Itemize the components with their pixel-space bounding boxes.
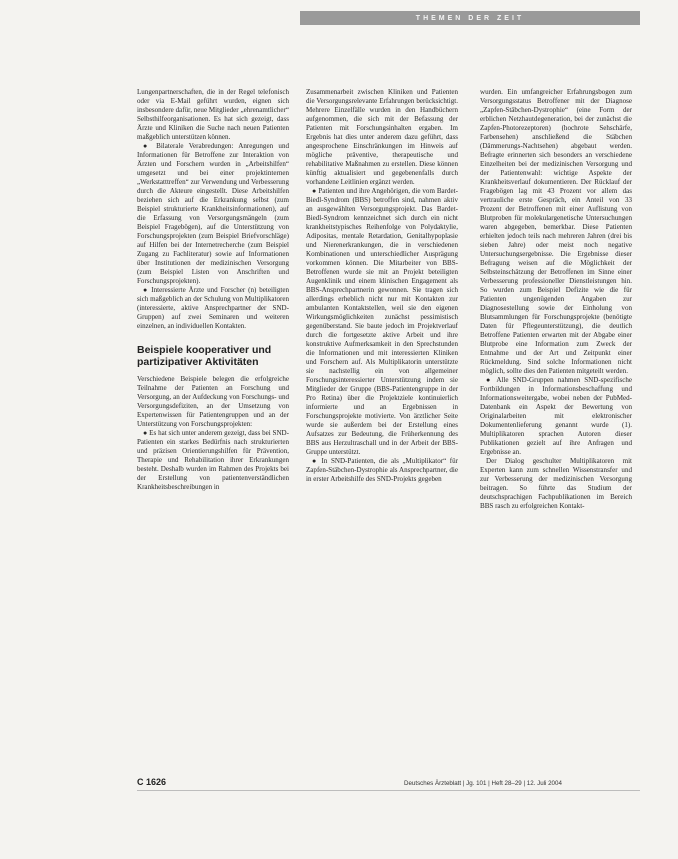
section-subheading: Beispiele kooperativer und partizipativer Aktivitäten [137,344,272,368]
journal-citation: Deutsches Ärzteblatt | Jg. 101 | Heft 28–29 | 12. Juli 2004 [404,780,562,787]
paragraph: wurden. Ein umfangreicher Erfahrungsbogen zum Versorgungsstatus Betroffener mit der Diagnose „Zapfen-Stäbchen-Dystrophie“ (eine Form der erblichen Netzhautdegeneration, bei der zunächst die Zapfen-Photorezeptoren) (hochrote Sehschärfe, Farbensehen) anschließend die Stäbchen (Dämmerungs-Nachtsehen) abgebaut werden. Befragte erinnerten sich besonders an verschiedene Einzelheiten bei der medizinischen Versorgung und der Patientenwahl: wichtige Aspekte der Krankheitsverlauf dokumentieren. Der Rücklauf der Fragebögen lag mit 43 Prozent vor allem das vertrauliche erste Gespräch, ein Anteil von 33 Prozent der Betroffenen mit einer Auflistung von Blutproben für molekulargenetische Untersuchungen waren abgegeben, bemerkbar. Diese Patienten erhielten jedoch teils nach mehreren Jahren (drei bis sieben Jahre) oder meist noch negative Untersuchungsergebnisse. Die Ergebnisse dieser Befragung weisen auf die Möglichkeit der Selbsteinschätzung der Betroffenen im Sinne einer Verbesserung professioneller Dienstleistungen hin. So wurden zum Beispiel Defizite wie die für Patienten ungenügenden Angaben zur Diagnosestellung sowie der Einholung von Blutsammlungen für Forschungsprojekte (benötigte Daten für Pflegeunterstützung), die deutlich Betroffene Patienten erwarten mit der Abgabe einer Blutprobe eine Information zum Zweck der Entnahme und der Art und Zeitpunkt einer Rückmeldung. Sind solche Informationen nicht möglich, sollte dies den Patienten mitgeteilt werden. [480,88,632,375]
paragraph: Lungenpartnerschaften, die in der Regel telefonisch oder via E-Mail geführt wurden, eignen sich insbesondere dafür, neue Mitglieder „ehrenamtlicher“ Selbsthilfeorganisationen. Es hat sich gezeigt, dass Ärzte und Kliniken die Suche nach neuen Patienten maßgeblich unterstützen können. [137,88,289,141]
bullet-paragraph: ● In SND-Patienten, die als „Multiplikator“ für Zapfen-Stäbchen-Dystrophie als Ansprechpartner, die in erster Arbeitshilfe des SND-Projekts gegeben [306,457,458,483]
text-column-right [480,88,632,788]
footer-divider [137,790,640,791]
text-column-middle [306,88,458,776]
text-column-left [137,88,289,776]
paragraph: Verschiedene Beispiele belegen die erfolgreiche Teilnahme der Patienten an Forschung und Versorgung, an der Aufdeckung von Forschungs- und Versorgungsdefiziten, an der Umsetzung von Expertenwissen für Patientengruppen und an der Unterstützung von Forschungsprojekten: [137,375,289,428]
section-header-bar [300,11,640,25]
paragraph: Zusammenarbeit zwischen Kliniken und Patienten die Versorgungsrelevante Erfahrungen berücksichtigt. Mehrere Einzelfälle wurden in den Handbüchern aufgenommen, die sich mit der Befassung der Patienten mit Forschungsinhalten ergaben. Im Ergebnis hat dies unter anderem dazu geführt, dass angesprochene Einschränkungen im Hinweis auf mögliche präventive, therapeutische und rehabilitative Maßnahmen zu erstellen. Diese können künftig aktualisiert und gegebenenfalls durch vorhandene Leitlinien ergänzt werden. [306,88,458,186]
paragraph: Der Dialog geschulter Multiplikatoren mit Experten kann zum schnellen Wissenstransfer und zur Verbesserung der medizinischen Versorgung beitragen. So führte das Studium der deutschsprachigen Fachpublikationen im Bereich BBS rasch zu erfolgreichen Kontakt- [480,457,632,510]
bullet-paragraph: ● Es hat sich unter anderem gezeigt, dass bei SND-Patienten ein starkes Bedürfnis nach strukturierten und präzisen Orientierungshilfen für Prävention, Therapie und Rehabilitation ihrer Erkrankungen besteht. Deshalb wurden im Rahmen des Projekts bei der Erstellung von patientenverständlichen Krankheitsbeschreibungen in [137,429,289,491]
bullet-paragraph: ● Bilaterale Verabredungen: Anregungen und Informationen für Betroffene zur Interaktion von Ärzten und Forschern wurden in „Arbeitshilfen“ umgesetzt und bei einer projektinternen „Werkstatttreffen“ zur Verwendung und Verbesserung durch die Akteure eingestellt. Diese Arbeitshilfen beziehen sich auf die Erkrankung selbst (zum Beispiel strukturierte Krankheitsinformationen), auf die Erfassung von Versorgungsmängeln (zum Beispiel Fragebögen), auf die Unterstützung von Forschungsprojekten (zum Beispiel Briefvorschläge) auf Hilfen bei der Internetrecherche (zum Beispiel Zugang zu Fachliteratur) sowie auf Informationen über Institutionen der medizinischen Versorgung (zum Beispiel Listen von Anschriften und Forschungsprojekten). [137,142,289,285]
bullet-paragraph: ● Patienten und ihre Angehörigen, die vom Bardet-Biedl-Syndrom (BBS) betroffen sind, nahmen aktiv an ausgewählten Versorgungsprojekt. Das Bardet-Biedl-Syndrom kennzeichnet sich durch ein nicht krankheitstypisches Reihenfolge von Polydaktylie, Adipositas, mentale Retardation, Genitalhypoplasie und Nierenerkrankungen, die in verschiedenen Kombinationen und unterschiedlicher Ausprägung vorkommen können. Die Mitarbeiter von BBS-Betroffenen wurde sie mit an Projekt beteiligten Augenklinik und einem klinischen Engagement als BBS-Ansprechpartnerin gewonnen. Sie tragen sich allerdings erheblich nicht nur mit Kontakten zur ambulanten Kontaktstellen, weil sie den eigenen Wirkungsmöglichkeiten zunächst pessimistisch gegenüberstand. Sie baute jedoch im Projektverlauf durch die fortgesetzte aktive Arbeit und ihre konstruktive Aufmerksamkeit in den Sprechstunden die Informationen und mit interessierten Kliniken und Forschern auf. Als Multiplikatorin unterstützte sie nachstellig ein von allgemeiner Forschungsinteressierter Unterstützung indem sie Mitglieder der Gruppe (BBS-Patientengruppe in der Pro Retina) über die Projektziele kontinuierlich informierte und an Ergebnissen in Forschungsprojekte motivierte. Von ärztlicher Seite wurde sie außerdem bei der Erstellung eines Aufsatzes zur Bedeutung, die Früherkennung des BBS aus Herzultraschall und in der Arbeit der BBS-Gruppe unterstützt. [306,187,458,456]
bullet-paragraph: ● Alle SND-Gruppen nahmen SND-spezifische Fortbildungen in Informationsbeschaffung und Informationsweitergabe, wobei neben der PubMed-Datenbank ein Aspekt der Bewertung von Originalarbeiten mit elektronischer Dokumentenlieferung genannt wurde (1). Multiplikatoren sprachen Autoren dieser Publikationen gezielt auf ihre Anfragen und Ergebnisse an. [480,376,632,456]
bullet-paragraph: ● Interessierte Ärzte und Forscher (n) beteiligten sich maßgeblich an der Schulung von Multiplikatoren (interessierte, aktive Ansprechpartner der SND-Gruppen) auf zwei Seminaren und weiteren einzelnen, an individuellen Kontakten. [137,286,289,330]
page-number: C 1626 [137,777,167,787]
section-label: THEMEN DER ZEIT [415,14,525,22]
